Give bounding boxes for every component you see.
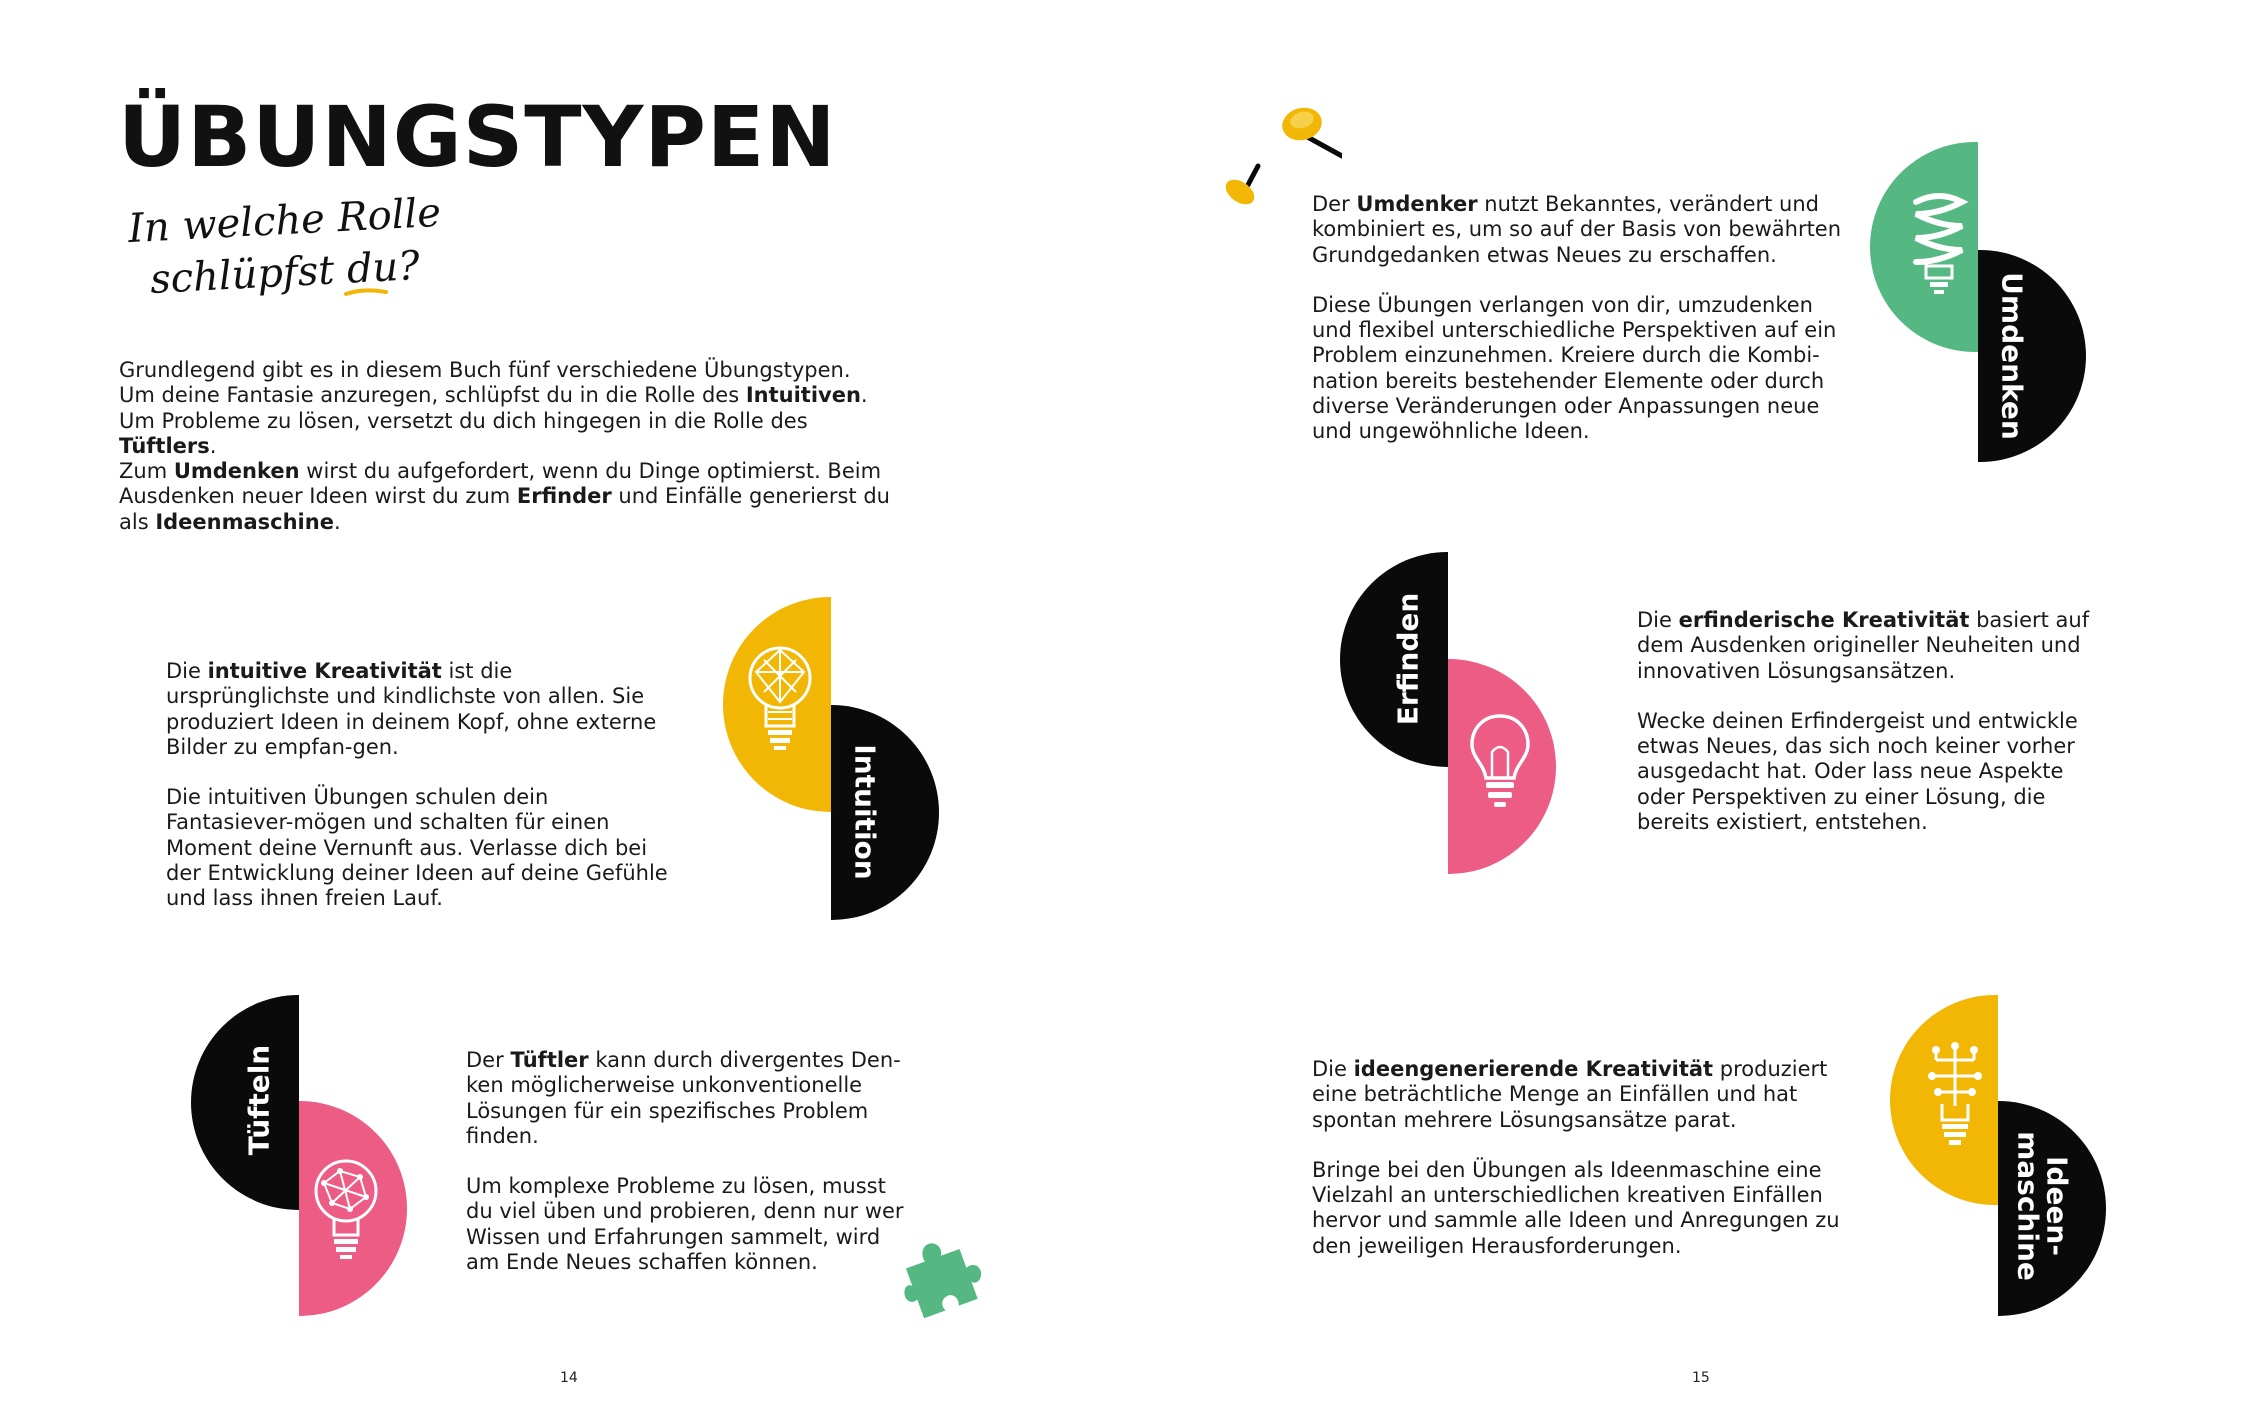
intuition-black-half	[831, 705, 939, 920]
tuefteln-text: Der Tüftler kann durch divergentes Den-ken möglicherweise unkonventionelle Lösungen für ein spezifisches Problem finden. Um komplexe Probleme zu lösen, musst du viel üben und probieren, denn nur wer Wissen und Erfahrungen sammelt, wird am Ende Neues schaffen können.	[466, 1048, 904, 1275]
subtitle-part-b: du?	[345, 242, 421, 293]
bulb-classic-icon	[1466, 712, 1534, 820]
page-number-right: 15	[1692, 1370, 1710, 1386]
page-title: ÜBUNGSTYPEN	[118, 88, 837, 186]
erfinden-label: Erfinden	[1391, 592, 1425, 726]
underline-icon	[344, 286, 388, 298]
intuition-label: Intuition	[848, 744, 882, 880]
intro-text: Grundlegend gibt es in diesem Buch fünf verschiedene Übungstypen. Um deine Fantasie anzuregen, schlüpfst du in die Rolle des Intuitiven. Um Probleme zu lösen, versetzt du dich hingegen in die Rolle des Tüftlers. Zum Umdenken wirst du aufgefordert, wenn du Dinge optimierst. Beim Ausdenken neuer Ideen wirst du zum Erfinder und Einfälle generierst du als Ideenmaschine.	[119, 358, 890, 534]
bulb-mosaic-icon	[746, 642, 814, 760]
ideenmaschine-text: Die ideengenerierende Kreativität produziert eine beträchtliche Menge an Einfällen und hat spontan mehrere Lösungsansätze parat. Bringe bei den Übungen als Ideenmaschine eine Vielzahl an unterschiedlichen kreativen Einfällen hervor und sammle alle Ideen und Anregungen zu den jeweiligen Herausforderungen.	[1312, 1057, 1840, 1258]
subtitle-line-1: In welche Rolle	[127, 189, 442, 253]
bulb-circuit-icon	[1922, 1040, 1988, 1152]
umdenken-label: Umdenken	[1995, 272, 2029, 440]
umdenken-text: Der Umdenker nutzt Bekanntes, verändert und kombiniert es, um so auf der Basis von bewährten Grundgedanken etwas Neues zu erschaffen. Diese Übungen verlangen von dir, umzudenken und flexibel unterschiedliche Perspektiven auf ein Problem einzunehmen. Kreiere durch die Kombi-nation bereits bestehender Elemente oder durch diverse Veränderungen oder Anpassungen neue und ungewöhnliche Ideen.	[1312, 192, 1842, 444]
umdenken-black-half	[1978, 250, 2086, 462]
bulb-spiral-icon	[1908, 192, 1970, 296]
subtitle-part-a: schlüpfst	[148, 246, 349, 304]
page-number-left: 14	[560, 1370, 578, 1386]
ideenmaschine-label: Ideen- maschine	[2011, 1131, 2074, 1281]
bulb-network-icon	[310, 1155, 382, 1263]
tuefteln-label: Tüfteln	[242, 1044, 276, 1156]
puzzle-piece-icon	[896, 1232, 986, 1322]
right-page	[1122, 0, 2244, 1417]
erfinden-text: Die erfinderische Kreativität basiert auf dem Ausdenken origineller Neuheiten und innovativen Lösungsansätzen. Wecke deinen Erfindergeist und entwickle etwas Neues, das sich noch keiner vorher ausgedacht hat. Oder lass neue Aspekte oder Perspektiven zu einer Lösung, die bereits existiert, entstehen.	[1637, 608, 2090, 835]
intuition-text: Die intuitive Kreativität ist die ursprünglichste und kindlichste von allen. Sie produziert Ideen in deinem Kopf, ohne externe Bilder zu empfan-gen. Die intuitiven Übungen schulen dein Fantasiever-mögen und schalten für einen Moment deine Vernunft aus. Verlasse dich bei der Entwicklung deiner Ideen auf deine Gefühle und lass ihnen freien Lauf.	[166, 659, 668, 911]
